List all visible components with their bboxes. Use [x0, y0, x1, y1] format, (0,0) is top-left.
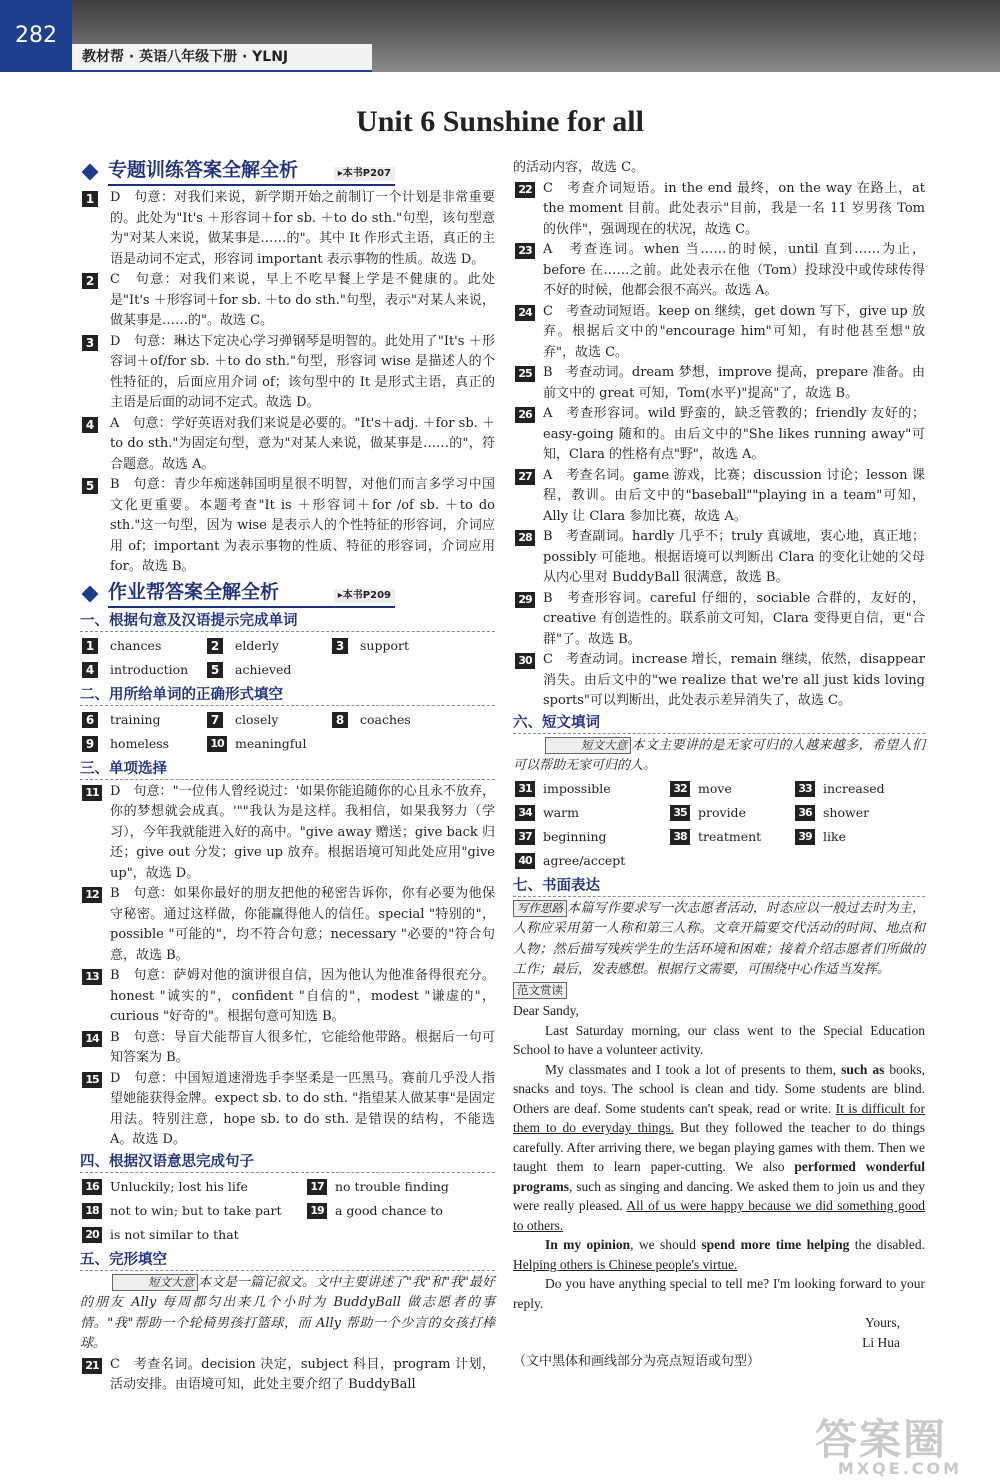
answer-text: A 考查连词。when 当……的时候，until 直到……为止，before 在……之前。此处表示在他（Tom）投球没中或传球传得不好的时候，他都会很不高兴。故选 A。 [543, 242, 925, 298]
question-number: 32 [670, 781, 690, 797]
question-number: 4 [82, 417, 98, 433]
question-number: 3 [82, 335, 98, 351]
answer-item [513, 240, 925, 302]
question-number: 34 [515, 805, 535, 821]
part-heading: 二、用所给单词的正确形式填空 [80, 684, 495, 706]
answer-grid [80, 634, 495, 682]
answer-text: introduction [110, 661, 189, 677]
question-number: 37 [515, 829, 535, 845]
answer-cell [330, 708, 475, 732]
answer-text: support [360, 637, 409, 653]
answer-item [80, 475, 495, 578]
question-number: 39 [795, 829, 815, 845]
answer-text: C 考查介词短语。in the end 最终，on the way 在路上，at the moment 目前。此处表示"目前，我是一名 11 岁男孩 Tom 的伙伴"，强调现在的状况，故选 C。 [543, 180, 925, 237]
watermark: 答案圈 MXQE.COM [815, 1415, 963, 1478]
answer-item [513, 589, 925, 651]
essay-paragraph: My classmates and I took a lot of presents to them, such as books, snacks and toys. The school is clean and tidy. Some students are blind. Others are deaf. Some students can't speak, read or write. It is difficult for them to do everyday things. But they followed the teacher to do things carefully. After arriving there, we began playing games with them. Then we taught them to learn paper-cutting. We also performed wonderful programs, such as singing and dancing. We asked them to join us and they were really pleased. All of us were happy because we did something good to others. [513, 1061, 926, 1233]
answer-cell [80, 1223, 305, 1247]
answer-text: C 句意：对我们来说，早上不吃早餐上学是不健康的。此处是"It's ＋形容词＋for sb. ＋to do sth."句型，表示"对某人来说，做某事是……的"。故选 C。 [110, 272, 495, 328]
answer-cell [80, 732, 205, 756]
answer-text: homeless [110, 735, 170, 751]
answer-text: B 考查副词。hardly 几乎不；truly 真诚地，衷心地，真正地；possibly 可能地。根据语境可以判断出 Clara 的变化让她的父母从内心里对 BuddyBall 很满意，故选 B。 [543, 529, 925, 585]
answer-cell [205, 732, 330, 756]
answer-text: C 考查动词短语。keep on 继续，get down 写下，give up 放弃。根据后文中的"encourage him"可知，有时他甚至想"放弃"，故选 C。 [543, 303, 925, 360]
answer-cell [80, 658, 205, 682]
answer-text: elderly [235, 637, 279, 653]
question-number: 4 [82, 662, 98, 678]
question-number: 15 [82, 1072, 102, 1088]
question-number: 7 [207, 712, 223, 728]
answer-text: A 考查名词。game 游戏，比赛；discussion 讨论；lesson 课程，教训。由后文中的"baseball""playing in a team"可知，Ally 让 Clara 参加比赛，故选 A。 [543, 467, 925, 524]
answer-item [80, 332, 495, 414]
answer-item [513, 179, 925, 241]
diamond-icon [82, 585, 99, 602]
question-number: 2 [82, 273, 98, 289]
answer-item [513, 363, 925, 404]
answer-grid [80, 708, 495, 756]
closing: Yours, [864, 1315, 900, 1330]
unit-title: Unit 6 Sunshine for all [356, 105, 644, 138]
answer-cell [330, 634, 475, 658]
answer-item [513, 302, 925, 364]
answer-cell [513, 825, 668, 849]
answer-cell [793, 777, 923, 801]
question-number: 33 [795, 781, 815, 797]
answer-text: treatment [698, 828, 762, 844]
question-number: 24 [515, 305, 535, 321]
answer-cell [513, 849, 668, 873]
question-number: 28 [515, 530, 535, 546]
summary-tag: 短文大意 [112, 1274, 198, 1291]
answer-text: not to win; but to take part [110, 1202, 282, 1218]
question-number: 14 [82, 1031, 102, 1047]
answer-item [513, 527, 925, 589]
question-number: 27 [515, 469, 535, 485]
answer-item [513, 466, 925, 528]
summary: 短文大意 本文是一篇记叙文。文中主要讲述了"我"和"我"最好的朋友 Ally 每周都匀出来几个小时为 BuddyBall 做志愿者的事情。"我"帮助一个轮椅男孩打篮球，而 Ally 帮助一个少言的女孩打棒球。 [80, 1274, 495, 1351]
diamond-icon [82, 164, 99, 181]
question-number: 1 [82, 638, 98, 654]
model-tag: 范文赏读 [513, 982, 567, 999]
answer-cell [668, 801, 793, 825]
essay-paragraph: Last Saturday morning, our class went to the Special Education School to have a volunteer activity. [513, 1022, 925, 1057]
answer-item: 21 C 考查名词。decision 决定，subject 科目，program 计划，活动安排。由语境可知，此处主要介绍了 BuddyBall [80, 1355, 495, 1396]
answer-item [80, 782, 495, 885]
question-number: 31 [515, 781, 535, 797]
question-number: 23 [515, 243, 535, 259]
question-number: 25 [515, 366, 535, 382]
answer-list [513, 179, 925, 712]
question-number: 36 [795, 805, 815, 821]
book-title: 教材帮 · 英语八年级下册 · YLNJ [72, 44, 372, 72]
answer-item [80, 1069, 495, 1151]
answer-text: A 考查形容词。wild 野蛮的，缺乏管教的；friendly 友好的；easy-going 随和的。由后文中的"She likes running away"可知，Clara 的性格有点"野"，故选 A。 [543, 406, 925, 462]
section-heading [80, 160, 495, 188]
answer-item [80, 1028, 495, 1069]
question-number: 35 [670, 805, 690, 821]
writing-idea: 写作思路 本篇写作要求写一次志愿者活动，时态应以一般过去时为主，人称应采用第一人称和第三人称。文章开篇要交代活动的时间、地点和人物；然后描写残疾学生的生活环境和困难；接着介绍志愿者们所做的工作；最后，发表感想。根据行文需要，可围绕中心作适当发挥。 [513, 900, 925, 977]
answer-cell [513, 801, 668, 825]
answer-text: impossible [543, 780, 611, 796]
answer-text: coaches [360, 711, 411, 727]
question-number: 13 [82, 969, 102, 985]
model-essay [513, 1001, 925, 1352]
answer-cell [205, 708, 330, 732]
answer-list [80, 188, 495, 578]
answer-cell [80, 1175, 305, 1199]
answer-cell [668, 777, 793, 801]
part-heading: 三、单项选择 [80, 758, 495, 780]
page-ref: ▸本书P209 [334, 589, 395, 603]
summary: 短文大意 本文主要讲的是无家可归的人越来越多，希望人们可以帮助无家可归的人。 [513, 737, 925, 773]
answer-text: is not similar to that [110, 1226, 239, 1242]
answer-text: like [823, 828, 846, 844]
question-number: 19 [307, 1203, 327, 1219]
answer-text: B 句意：导盲犬能帮盲人很多忙，它能给他带路。根据后一句可知答案为 B。 [110, 1029, 495, 1065]
answer-text: B 考查形容词。careful 仔细的，sociable 合群的，友好的，creative 有创造性的。联系前文可知，Clara 变得更自信，更"合群"了。故选 B。 [543, 590, 925, 647]
question-number: 6 [82, 712, 98, 728]
answer-text: A 句意：学好英语对我们来说是必要的。"It's＋adj. ＋for sb. ＋to do sth."为固定句型，意为"对某人来说，做某事是……的"，符合题意。故选 A。 [110, 415, 495, 472]
answer-cell [668, 825, 793, 849]
answer-text: B 考查动词。dream 梦想，improve 提高，prepare 准备。由前文中的 great 可知，Tom(水平)"提高"了，故选 B。 [543, 365, 925, 401]
question-number: 1 [82, 191, 98, 207]
answer-item [80, 414, 495, 476]
left-column [80, 158, 495, 1396]
part-heading: 五、完形填空 [80, 1249, 495, 1271]
question-number: 20 [82, 1227, 102, 1243]
question-number: 9 [82, 736, 98, 752]
footnote: （文中黑体和画线部分为亮点短语或句型） [513, 1354, 761, 1369]
answer-item [80, 966, 495, 1028]
answer-cell [205, 658, 330, 682]
answer-text: beginning [543, 828, 607, 844]
answer-list [80, 782, 495, 1151]
page-number: 282 [0, 0, 72, 72]
answer-text: closely [235, 711, 279, 727]
answer-text: D 句意："一位伟人曾经说过：'如果你能追随你的心且永不放弃，你的梦想就会成真。'""我认为是这样。我相信，如果我努力（学习），今年我就能进入好的高中。"give away 赠送；give back 归还；give out 分发；give up 放弃。根据语境可知此处应用"give up"，故选 D。 [110, 783, 495, 881]
answer-item [513, 650, 925, 712]
section-title: 作业帮答案全解全析 [108, 580, 280, 603]
answer-text: achieved [235, 661, 292, 677]
answer-cell [205, 634, 330, 658]
answer-text: a good chance to [335, 1202, 443, 1218]
answer-text: increased [823, 780, 885, 796]
answer-text: provide [698, 804, 746, 820]
answer-cell [305, 1199, 490, 1223]
question-number: 2 [207, 638, 223, 654]
answer-item [513, 404, 925, 466]
answer-cell [513, 777, 668, 801]
question-number: 17 [307, 1179, 327, 1195]
question-number: 16 [82, 1179, 102, 1195]
answer-text: training [110, 711, 161, 727]
continued-text: 的活动内容，故选 C。 [513, 160, 645, 175]
section-title: 专题训练答案全解全析 [108, 159, 299, 181]
question-number: 8 [332, 712, 348, 728]
answer-text: shower [823, 804, 870, 820]
summary-tag: 短文大意 [545, 737, 631, 754]
answer-cell [793, 801, 923, 825]
page-header [0, 0, 1000, 72]
question-number: 5 [207, 662, 223, 678]
answer-text: warm [543, 804, 579, 820]
question-number: 3 [332, 638, 348, 654]
part-heading: 一、根据句意及汉语提示完成单词 [80, 610, 495, 632]
signature-name: Li Hua [862, 1334, 900, 1350]
model-tag-row [513, 981, 925, 1002]
question-number: 40 [515, 853, 535, 869]
part-heading: 七、书面表达 [513, 875, 925, 897]
question-number: 29 [515, 592, 535, 608]
answer-text: meaningful [235, 735, 307, 751]
answer-text: D 句意：对我们来说，新学期开始之前制订一个计划是非常重要的。此处为"It's ＋形容词＋for sb. ＋to do sth."句型，该句型意为"对某人来说，做某事是……的"。其中 It 作形式主语，真正的主语是动词不定式，形容词 important 表示事物的性质。故选 D。 [110, 190, 495, 267]
answer-text: Unluckily; lost his life [110, 1178, 248, 1194]
question-number: 30 [515, 653, 535, 669]
question-number: 18 [82, 1203, 102, 1219]
question-number: 10 [207, 736, 227, 752]
answer-cell [793, 825, 923, 849]
question-number: 11 [82, 785, 102, 801]
page-ref: ▸本书P207 [334, 167, 395, 181]
question-number: 5 [82, 478, 98, 494]
answer-text: D 句意：中国短道速滑选手李坚柔是一匹黑马。赛前几乎没人指望她能获得金牌。expect sb. to do sth. "指望某人做某事"是固定用法。特别注意，hope sb. to do sth. 是错误的结构，不能选 A。故选 D。 [110, 1070, 495, 1147]
question-number: 22 [515, 182, 535, 198]
answer-text: B 句意：青少年痴迷韩国明星很不明智，对他们而言多学习中国文化更重要。本题考查"It is ＋形容词＋for /of sb. ＋to do sth."这一句型，因为 wise 是表示人的个性特征的形容词，介词应用 of；important 为表示事物的性质、特征的形容词，介词应用 for。故选 B。 [110, 477, 495, 574]
answer-text: C 考查动词。increase 增长，remain 继续，依然，disappear 消失。由后文中的"we realize that we're all just kids loving sports"可以判断出，此处表示差异消失了，故选 C。 [543, 652, 925, 708]
answer-text: D 句意：琳达下定决心学习弹钢琴是明智的。此处用了"It's ＋形容词＋of/for sb. ＋to do sth."句型，形容词 wise 是描述人的个性特征的，后面应用介词 of；该句型中的 It 是形式主语，真正的主语是后面的动词不定式。故选 D。 [110, 333, 495, 410]
part-heading: 四、根据汉语意思完成句子 [80, 1151, 495, 1173]
answer-cell [305, 1175, 490, 1199]
essay-paragraph: In my opinion, we should spend more time helping the disabled. Helping others is Chinese people's virtue. [513, 1237, 926, 1272]
answer-cell [80, 708, 205, 732]
part-heading: 六、短文填词 [513, 712, 925, 734]
answer-text: move [698, 780, 732, 796]
answer-grid [80, 1175, 495, 1247]
answer-text: no trouble finding [335, 1178, 449, 1194]
question-number: 26 [515, 407, 535, 423]
answer-cell [80, 634, 205, 658]
right-column [513, 158, 925, 1373]
answer-text: B 句意：如果你最好的朋友把他的秘密告诉你，你有必要为他保守秘密。通过这样做，你能赢得他人的信任。special "特别的"，possible "可能的"，均不符合句意；necessary "必要的"符合句意，故选 B。 [110, 886, 495, 963]
question-number: 38 [670, 829, 690, 845]
answer-text: agree/accept [543, 852, 626, 868]
answer-item [80, 270, 495, 332]
answer-cell [80, 1199, 305, 1223]
essay-paragraph: Do you have anything special to tell me? I'm looking forward to your reply. [513, 1276, 925, 1311]
answer-grid [513, 777, 925, 873]
salutation: Dear Sandy, [513, 1003, 579, 1018]
answer-item [80, 188, 495, 270]
answer-text: chances [110, 637, 162, 653]
question-number: 12 [82, 887, 102, 903]
idea-tag: 写作思路 [513, 900, 567, 917]
answer-item [80, 884, 495, 966]
section-heading [80, 582, 495, 610]
answer-text: B 句意：萨姆对他的演讲很自信，因为他认为他准备得很充分。honest "诚实的"，confident "自信的"，modest "谦虚的"，curious "好奇的"。根据句意可知选 B。 [110, 968, 495, 1024]
